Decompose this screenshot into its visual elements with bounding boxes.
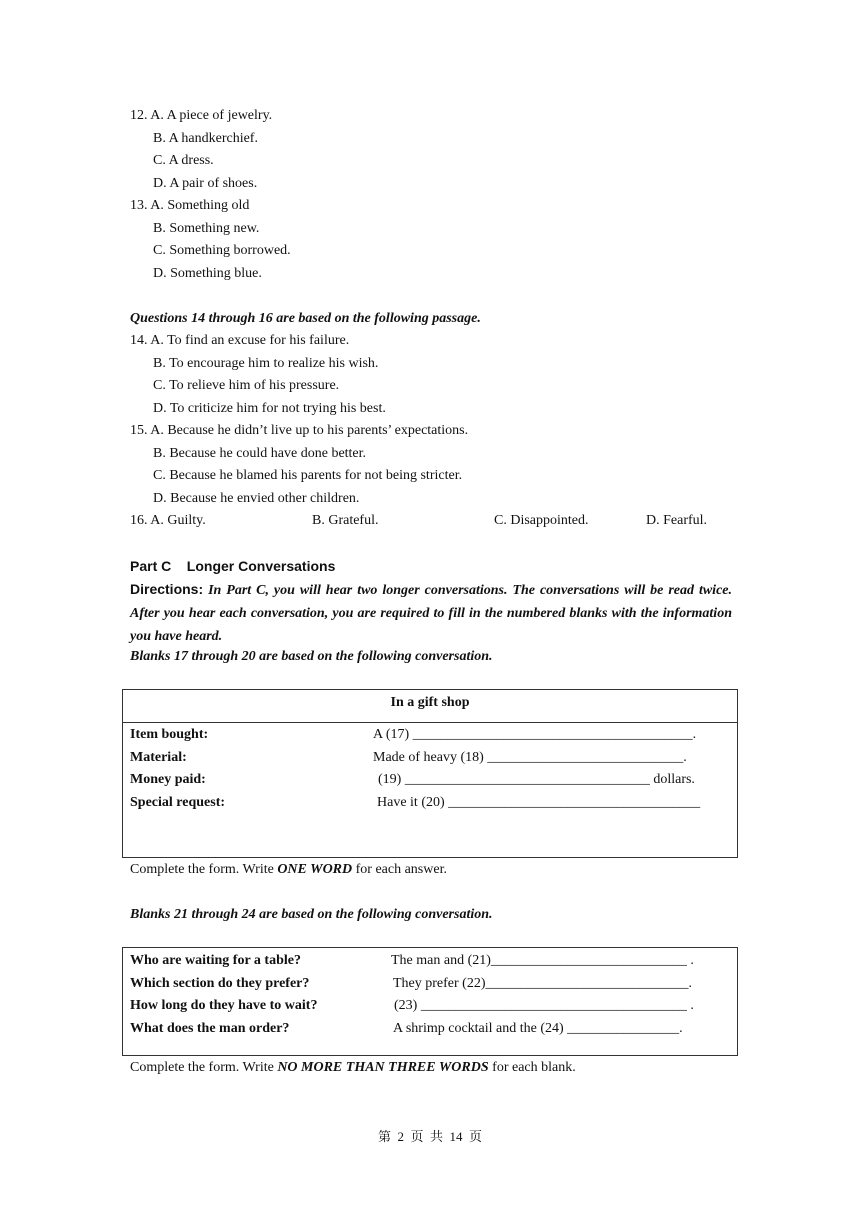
blanks-17-20-heading: Blanks 17 through 20 are based on the following conversation.: [130, 649, 493, 664]
form2-label-waiting: Who are waiting for a table?: [130, 953, 301, 968]
q13-option-c: C. Something borrowed.: [153, 243, 291, 258]
q12-option-b: B. A handkerchief.: [153, 131, 258, 146]
q15-option-a: 15. A. Because he didn’t live up to his parents’ expectations.: [130, 423, 469, 438]
blank-17: A (17) ________________________________________.: [373, 727, 697, 742]
form2-label-section: Which section do they prefer?: [130, 976, 310, 991]
q14-option-b: B. To encourage him to realize his wish.: [153, 356, 379, 371]
q13-option-b: B. Something new.: [153, 221, 260, 236]
form-title: In a gift shop: [390, 695, 470, 710]
blank-18: Made of heavy (18) ____________________________.: [373, 750, 687, 765]
q15-option-b: B. Because he could have done better.: [153, 446, 367, 461]
form1-instruction: Complete the form. Write ONE WORD for each answer.: [130, 862, 447, 877]
form2-label-order: What does the man order?: [130, 1021, 290, 1036]
blank-20: Have it (20) ____________________________________: [377, 795, 701, 810]
blank-19: (19) ___________________________________ dollars.: [378, 772, 695, 787]
q13-option-d: D. Something blue.: [153, 266, 262, 281]
q16-option-c: C. Disappointed.: [494, 513, 589, 528]
form2-instruction: Complete the form. Write NO MORE THAN THREE WORDS for each blank.: [130, 1060, 576, 1075]
form2-label-wait: How long do they have to wait?: [130, 998, 318, 1013]
form-divider: [122, 722, 738, 723]
q12-option-d: D. A pair of shoes.: [153, 176, 258, 191]
directions-text: In Part C, you will hear two longer conversations. The conversations will be read twice. After you hear each conversation, you are required to fill in the numbered blanks with the information you have heard.: [130, 583, 733, 644]
q12-option-a: 12. A. A piece of jewelry.: [130, 108, 273, 123]
blank-21: The man and (21)____________________________ .: [391, 953, 694, 968]
q16-option-d: D. Fearful.: [646, 513, 708, 528]
directions-label: Directions:: [130, 581, 204, 597]
form1-label-request: Special request:: [130, 795, 226, 810]
q14-option-d: D. To criticize him for not trying his best.: [153, 401, 386, 416]
blank-22: They prefer (22)_____________________________.: [393, 976, 693, 991]
q15-option-c: C. Because he blamed his parents for not being stricter.: [153, 468, 463, 483]
q13-option-a: 13. A. Something old: [130, 198, 250, 213]
q16-option-a: 16. A. Guilty.: [130, 513, 206, 528]
form1-label-item: Item bought:: [130, 727, 209, 742]
blank-23: (23) ______________________________________ .: [394, 998, 694, 1013]
part-c-title: Part C Longer Conversations: [130, 558, 336, 574]
q14-option-c: C. To relieve him of his pressure.: [153, 378, 340, 393]
form1-label-material: Material:: [130, 750, 187, 765]
blank-24: A shrimp cocktail and the (24) ________________.: [393, 1021, 683, 1036]
q14-option-a: 14. A. To find an excuse for his failure.: [130, 333, 350, 348]
passage-heading: Questions 14 through 16 are based on the following passage.: [130, 311, 481, 326]
form1-label-money: Money paid:: [130, 772, 206, 787]
q15-option-d: D. Because he envied other children.: [153, 491, 360, 506]
q16-option-b: B. Grateful.: [312, 513, 379, 528]
q12-option-c: C. A dress.: [153, 153, 214, 168]
blanks-21-24-heading: Blanks 21 through 24 are based on the following conversation.: [130, 907, 493, 922]
part-c-directions: [130, 578, 732, 648]
page-number: 第 2 页 共 14 页: [377, 1129, 482, 1144]
